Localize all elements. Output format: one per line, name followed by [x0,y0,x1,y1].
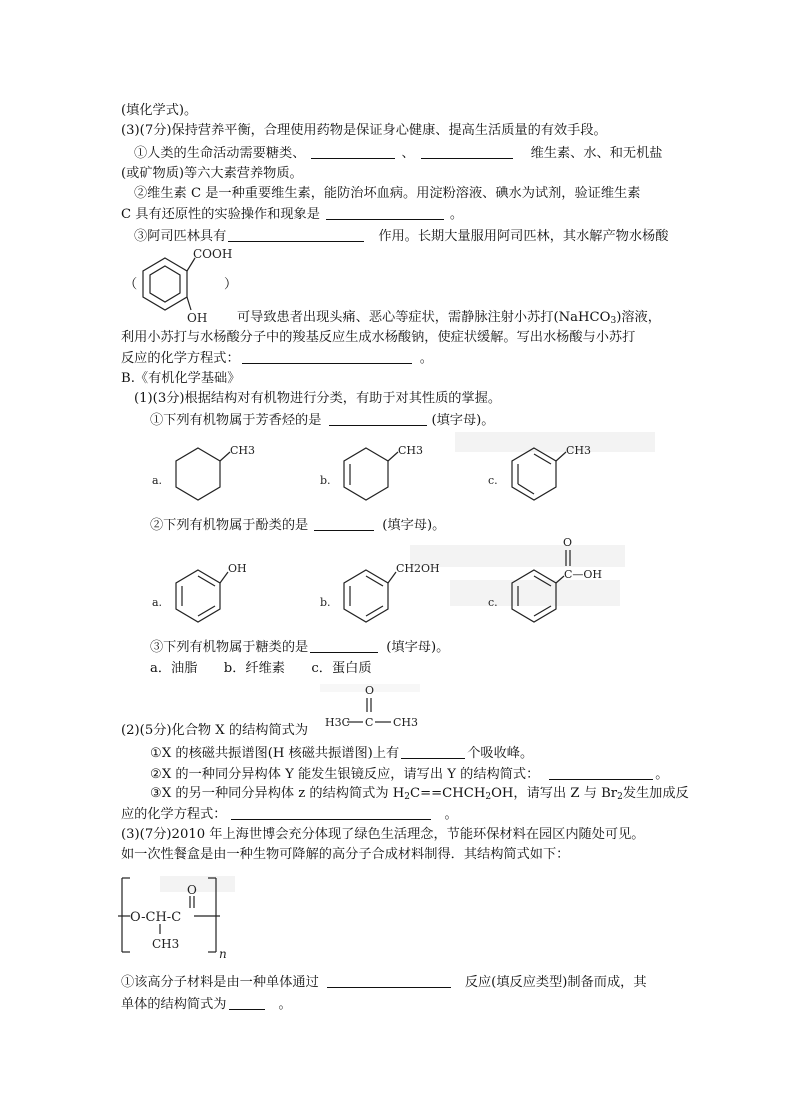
acetone-ch3-label: CH3 [393,716,419,729]
acetone-c-label: C [365,716,374,729]
line-22: 应的化学方程式： 。 [121,807,458,822]
blank-sugar[interactable] [310,638,378,653]
line-11: 反应的化学方程式： 。 [121,351,433,366]
acetone-h3c-label: H3C [325,716,351,729]
acetone-o-label: O [365,684,375,697]
line-17: a．油脂 b．纤维素 c．蛋白质 [150,661,372,676]
line-24: 如一次性餐盒是由一种生物可降解的高分子合成材料制得．其结构简式如下： [121,847,570,862]
phenol-ch2oh-b: CH2OH [396,562,440,575]
aromatic-label-a: a. [152,474,163,487]
line-7: ③阿司匹林具有 作用。长期大量服用阿司匹林，其水解产物水杨酸 [134,229,669,244]
aromatic-ch3-b: CH3 [398,444,424,457]
line-2: (3)(7分)保持营养平衡，合理使用药物是保证身心健康、提高生活质量的有效手段。 [121,123,607,138]
blank-nutrient-2[interactable] [421,144,513,159]
paren-right: ） [224,277,238,292]
line-10: 利用小苏打与水杨酸分子中的羧基反应生成水杨酸钠，使症状缓解。写出水杨酸与小苏打 [121,330,636,345]
aromatic-ch3-c: CH3 [566,444,592,457]
phenol-label-c: c. [488,596,498,609]
line-23: (3)(7分)2010 年上海世博会充分体现了绿色生活理念，节能环保材料在园区内随处可见。 [121,827,645,842]
phenol-label-b: b. [320,596,331,609]
blank-y-structure[interactable] [549,765,653,780]
salicylic-cooh-label: COOH [193,247,233,261]
blank-aspirin[interactable] [228,227,364,242]
aromatic-ch3-a: CH3 [230,444,256,457]
blank-aromatic[interactable] [329,411,427,426]
phenol-o-c: O [563,536,573,549]
polymer-structure [118,872,238,961]
line-12: B.《有机化学基础》 [121,371,241,386]
compound-x-structure [325,682,435,732]
line-15: ②下列有机物属于酚类的是 (填字母)。 [150,518,446,533]
phenol-options-figure [152,536,652,626]
line-13: (1)(3分)根据结构对有机物进行分类，有助于对其性质的掌握。 [134,391,502,406]
phenol-cooh-c: C—OH [564,568,603,581]
blank-reaction-type[interactable] [327,973,451,988]
paren-left: （ [124,277,138,292]
line-26: 单体的结构简式为 。 [121,997,292,1012]
phenol-label-a: a. [152,596,163,609]
aromatic-options-figure [152,436,652,516]
blank-peaks[interactable] [401,744,465,759]
line-14: ①下列有机物属于芳香烃的是 (填字母)。 [150,413,495,428]
line-21: ③X 的另一种同分异构体 z 的结构简式为 $H_2C==CHCH_2OH$，请写出 Z 与 $Br_2$发生加成反 [150,786,689,802]
line-9: 可导致患者出现头痛、恶心等症状，需静脉注射小苏打(NaHCO$_3$)溶液， [237,310,661,326]
line-4: (或矿物质)等六大素营养物质。 [121,166,303,181]
salicylic-oh-label: OH [187,311,208,325]
line-3: ①人类的生命活动需要糖类、 、 维生素、水、和无机盐 [134,146,663,161]
phenol-oh-a: OH [228,562,247,575]
blank-vitc[interactable] [326,205,444,220]
line-18: (2)(5分)化合物 X 的结构简式为 [121,723,309,738]
polymer-n-label: n [219,947,227,961]
salicylic-acid-structure [135,244,245,329]
blank-phenol[interactable] [314,516,374,531]
line-16: ③下列有机物属于糖类的是 (填字母)。 [150,640,450,655]
blank-monomer[interactable] [229,995,265,1010]
aromatic-label-b: b. [320,474,331,487]
line-5: ②维生素 C 是一种重要维生素，能防治坏血病。用淀粉溶液、碘水为试剂，验证维生素 [134,186,641,201]
line-6: C 具有还原性的实验操作和现象是 。 [121,207,464,222]
line-1: (填化学式)。 [121,103,198,118]
polymer-o-label: O [187,883,197,897]
polymer-chain-label: O-CH-C [130,910,182,925]
blank-equation-1[interactable] [242,349,412,364]
polymer-ch3-label: CH3 [152,937,180,951]
blank-equation-2[interactable] [231,805,431,820]
line-25: ①该高分子材料是由一种单体通过 反应(填反应类型)制备而成，其 [121,975,647,990]
blank-nutrient-1[interactable] [311,144,395,159]
aromatic-label-c: c. [488,474,498,487]
line-20: ②X 的一种同分异构体 Y 能发生银镜反应，请写出 Y 的结构简式： 。 [150,767,669,782]
line-19: ①X 的核磁共振谱图(H 核磁共振谱图)上有 个吸收峰。 [150,746,534,761]
